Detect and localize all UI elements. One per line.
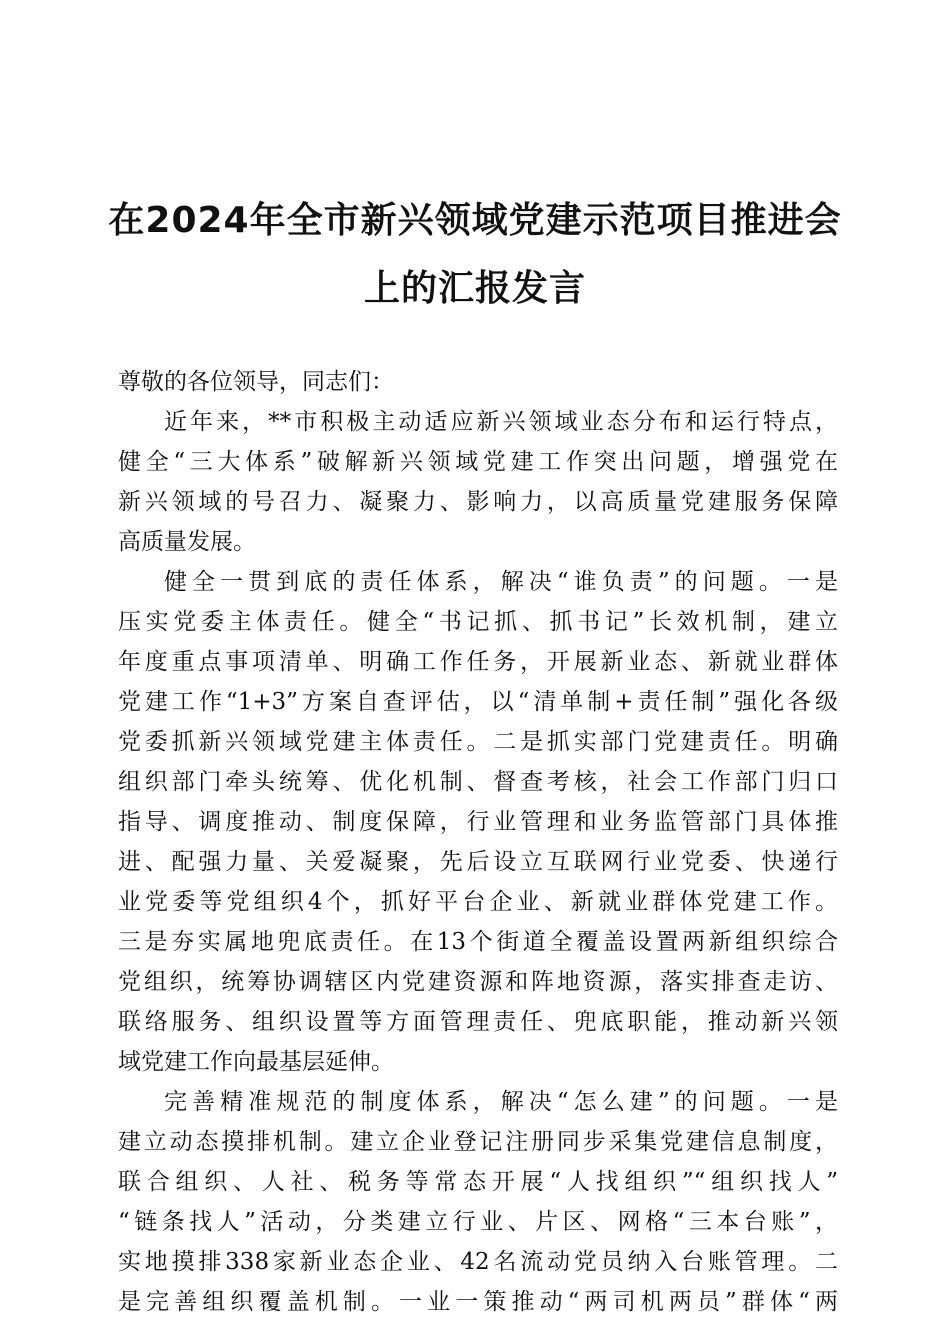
document-body	[118, 362, 838, 1322]
body-line: 高质量发展。	[118, 529, 256, 555]
body-line: 指导、调度推动、制度保障，行业管理和业务监管部门具体推	[118, 809, 838, 835]
body-line: 完善精准规范的制度体系，解决“怎么建”的问题。一是	[164, 1089, 838, 1115]
body-line: 联络服务、组织设置等方面管理责任、兜底职能，推动新兴领	[118, 1009, 838, 1035]
body-line: 压实党委主体责任。健全“书记抓、抓书记”长效机制，建立	[118, 609, 838, 635]
body-line: 新兴领域的号召力、凝聚力、影响力，以高质量党建服务保障	[118, 489, 838, 515]
body-line: 是完善组织覆盖机制。一业一策推动“两司机两员”群体“两	[118, 1289, 838, 1315]
body-line: 域党建工作向最基层延伸。	[118, 1049, 394, 1075]
body-line: 党委抓新兴领域党建主体责任。二是抓实部门党建责任。明确	[118, 729, 838, 755]
body-line: 近年来，**市积极主动适应新兴领域业态分布和运行特点，	[164, 409, 838, 435]
body-line: 三是夯实属地兜底责任。在13个街道全覆盖设置两新组织综合	[118, 929, 838, 955]
document-title-line-2: 上的汇报发言	[363, 268, 586, 309]
body-line: 组织部门牵头统筹、优化机制、督查考核，社会工作部门归口	[118, 769, 838, 795]
body-line: 建立动态摸排机制。建立企业登记注册同步采集党建信息制度，	[118, 1129, 838, 1155]
body-line: 业党委等党组织4个，抓好平台企业、新就业群体党建工作。	[118, 889, 838, 915]
body-line: 进、配强力量、关爱凝聚，先后设立互联网行业党委、快递行	[118, 849, 838, 875]
body-line: 联合组织、人社、税务等常态开展“人找组织”“组织找人”	[118, 1169, 838, 1195]
body-line: “链条找人”活动，分类建立行业、片区、网格“三本台账”，	[118, 1209, 838, 1235]
body-line: 年度重点事项清单、明确工作任务，开展新业态、新就业群体	[118, 649, 838, 675]
body-line: 健全“三大体系”破解新兴领域党建工作突出问题，增强党在	[118, 449, 838, 475]
body-line: 实地摸排338家新业态企业、42名流动党员纳入台账管理。二	[118, 1249, 838, 1275]
body-line: 党组织，统筹协调辖区内党建资源和阵地资源，落实排查走访、	[118, 969, 838, 995]
body-line: 党建工作“1+3”方案自查评估，以“清单制+责任制”强化各级	[118, 689, 838, 715]
document-title-line-1: 在2024年全市新兴领域党建示范项目推进会	[108, 200, 842, 241]
body-line: 健全一贯到底的责任体系，解决“谁负责”的问题。一是	[164, 569, 838, 595]
salutation: 尊敬的各位领导，同志们：	[118, 369, 394, 395]
